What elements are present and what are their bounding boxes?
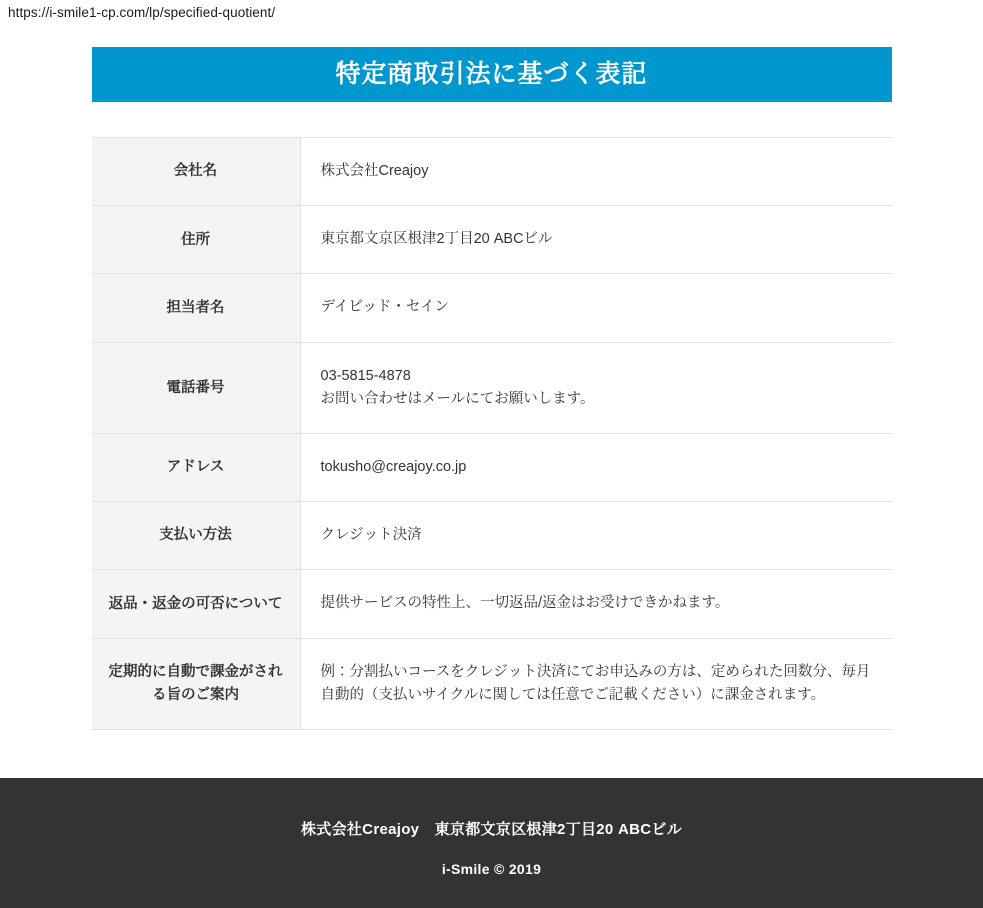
value-line: 提供サービスの特性上、一切返品/返金はお受けできかねます。	[320, 595, 730, 612]
table-row	[92, 274, 892, 342]
row-label-payment-method: 支払い方法	[92, 502, 301, 570]
value-line: tokusho@creajoy.co.jp	[320, 458, 467, 475]
row-label-recurring-billing: 定期的に自動で課金がされる旨のご案内	[92, 638, 301, 729]
value-line: 東京都文京区根津2丁目20 ABCビル	[320, 231, 553, 248]
value-line: 株式会社Creajoy	[320, 163, 429, 179]
table-row	[92, 206, 892, 274]
row-label-address: 住所	[92, 206, 301, 274]
page-footer	[0, 778, 983, 908]
row-value-company-name	[300, 138, 892, 206]
table-row	[92, 570, 892, 638]
row-value-returns-policy	[300, 570, 892, 638]
row-value-phone	[300, 342, 892, 433]
value-line: デイビッド・セイン	[320, 299, 449, 316]
table-row	[92, 342, 892, 433]
table-row	[92, 502, 892, 570]
row-value-address	[300, 206, 892, 274]
row-label-email: アドレス	[92, 433, 301, 501]
row-label-contact-person: 担当者名	[92, 274, 301, 342]
value-line: クレジット決済	[320, 527, 422, 544]
page-title: 特定商取引法に基づく表記	[92, 47, 892, 102]
page-content	[92, 20, 892, 795]
table-row	[92, 433, 892, 501]
value-line: 例：分割払いコースをクレジット決済にてお申込みの方は、定められた回数分、毎月自動的（支払いサイクルに関しては任意でご記載ください）に課金されます。	[320, 663, 871, 703]
table-row	[92, 638, 892, 729]
row-value-email	[300, 433, 892, 501]
value-line: お問い合わせはメールにてお願いします。	[320, 390, 595, 407]
footer-copyright: i-Smile © 2019	[441, 861, 542, 877]
row-label-phone: 電話番号	[92, 342, 301, 433]
url-bar: https://i-smile1-cp.com/lp/specified-quotient/	[8, 5, 276, 20]
row-label-returns-policy: 返品・返金の可否について	[92, 570, 301, 638]
table-body	[92, 138, 892, 730]
row-value-contact-person	[300, 274, 892, 342]
table-row	[92, 138, 892, 206]
value-line: 03-5815-4878	[320, 367, 411, 384]
row-value-payment-method	[300, 502, 892, 570]
row-value-recurring-billing	[300, 638, 892, 729]
specified-commercial-transactions-table	[92, 137, 892, 730]
footer-company-line: 株式会社Creajoy 東京都文京区根津2丁目20 ABCビル	[300, 821, 683, 838]
row-label-company-name: 会社名	[92, 138, 301, 206]
